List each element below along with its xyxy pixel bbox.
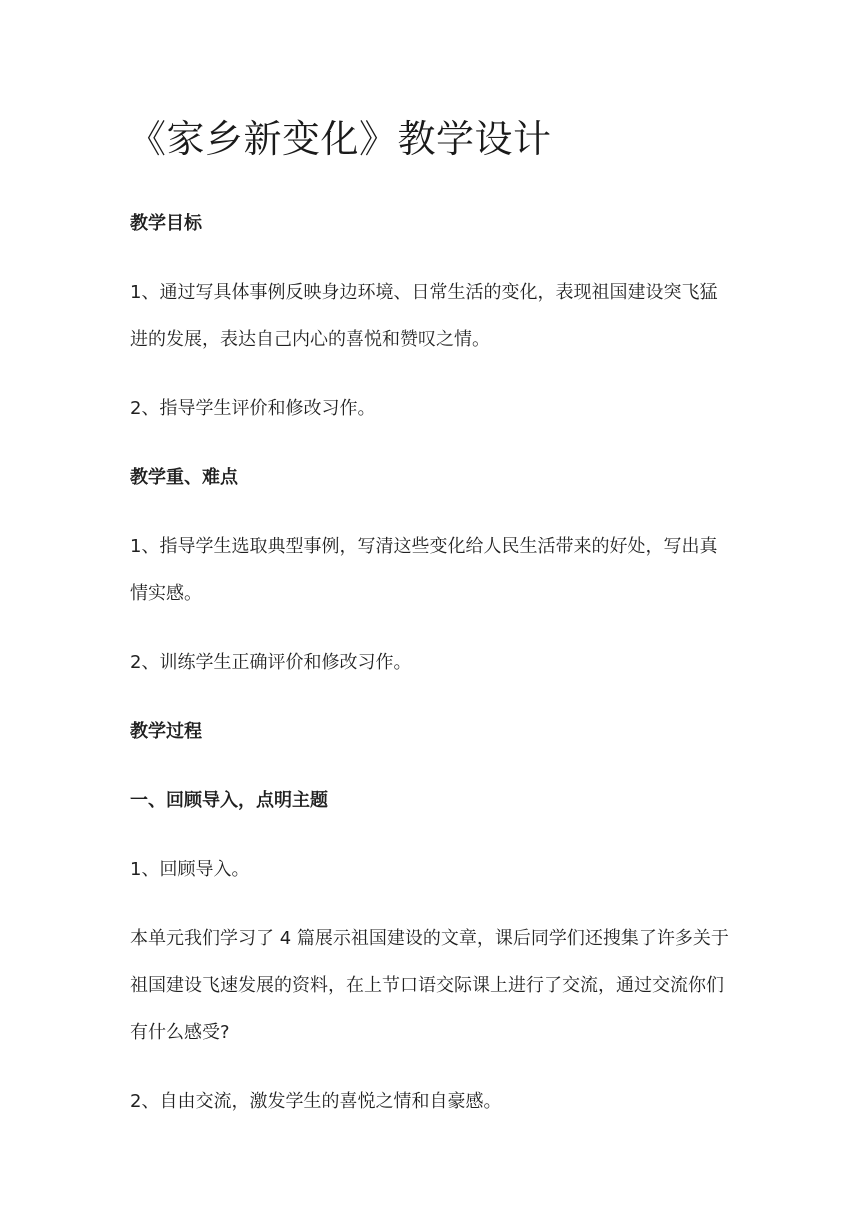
objective-item-2: 2、指导学生评价和修改习作。: [130, 398, 376, 419]
key-point-item-2: 2、训练学生正确评价和修改习作。: [130, 652, 412, 673]
step-1-item-2: 2、自由交流，激发学生的喜悦之情和自豪感。: [130, 1091, 502, 1112]
key-point-item-1: 1、指导学生选取典型事例，写清这些变化给人民生活带来的好处，写出真情实感。: [130, 536, 718, 604]
process-heading: 教学过程: [130, 721, 202, 742]
step-1-item-1-text: 本单元我们学习了 4 篇展示祖国建设的文章，课后同学们还搜集了许多关于祖国建设飞速发展的资料，在上节口语交际课上进行了交流，通过交流你们有什么感受?: [130, 928, 729, 1043]
step-1-item-1: 1、回顾导入。: [130, 859, 250, 880]
document-title: 《家乡新变化》教学设计: [128, 117, 552, 161]
document-body: [130, 200, 734, 1147]
key-points-heading: 教学重、难点: [130, 467, 238, 488]
objective-item-1: 1、通过写具体事例反映身边环境、日常生活的变化，表现祖国建设突飞猛进的发展，表达自己内心的喜悦和赞叹之情。: [130, 282, 718, 350]
step-1-heading: 一、回顾导入，点明主题: [130, 790, 328, 811]
objectives-heading: 教学目标: [130, 213, 202, 234]
